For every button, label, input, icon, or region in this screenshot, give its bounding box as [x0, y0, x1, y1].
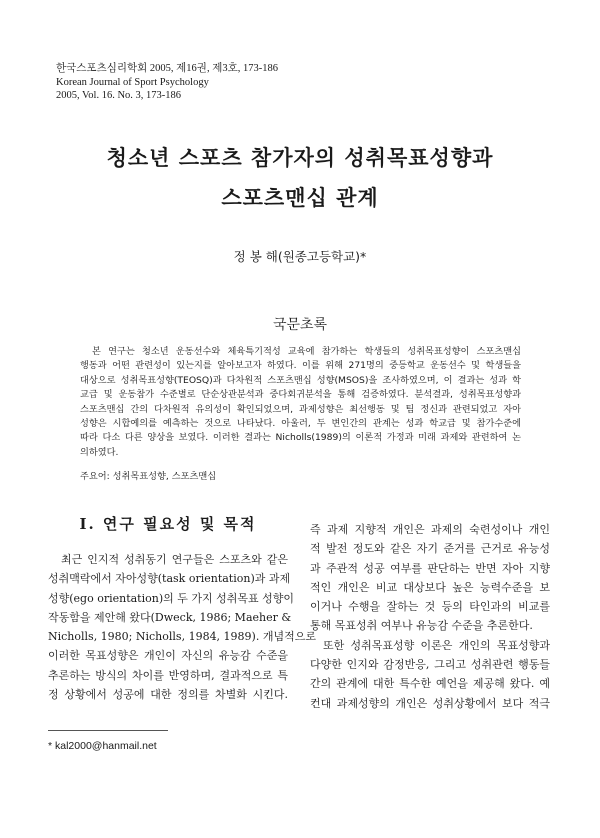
- abstract-line: 본 연구는 청소년 운동선수와 체육특기적성 교육에 참가하는 학생들의 성취목표성향이 스포츠맨십: [92, 346, 521, 357]
- body-line: 성향(ego orientation)의 두 가지 성취목표 성향이: [48, 591, 294, 605]
- body-line: 간의 관계에 대한 특수한 예언을 제공해 왔다. 예: [310, 677, 550, 691]
- author-line: 정 봉 해(원종고등학교)*: [233, 249, 367, 264]
- journal-name-english: Korean Journal of Sport Psychology: [56, 76, 209, 88]
- body-line: 과 주관적 성공 여부를 판단하는 반면 자아 지향: [310, 561, 550, 575]
- body-line: 작동함을 제안해 왔다(Dweck, 1986; Maeher &: [48, 610, 292, 624]
- body-line: 추론하는 방식의 차이를 반영하며, 결과적으로 특: [48, 668, 288, 682]
- footnote-email: * kal2000@hanmail.net: [48, 740, 157, 752]
- abstract-line: 스포츠맨십 간의 다차원적 유의성이 확인되었으며, 과제성향은 최선행동 및 팀 정신과 관련되었고 자아: [80, 403, 521, 415]
- body-line: 최근 인지적 성취동기 연구들은 스포츠와 같은: [61, 553, 288, 566]
- paper-title-line-2: 스포츠맨십 관계: [221, 185, 379, 210]
- body-line: 적인 개인은 비교 대상보다 높은 능력수준을 보: [310, 580, 550, 594]
- abstract-line: 의하였다.: [80, 446, 119, 458]
- journal-citation-english: 2005, Vol. 16. No. 3, 173-186: [56, 90, 182, 101]
- body-line: 이러한 목표성향은 개인이 자신의 유능감 수준을: [48, 649, 288, 663]
- body-line: 통해 목표성취 여부나 유능감 수준을 추론한다.: [310, 619, 533, 633]
- section-heading: Ⅰ. 연구 필요성 및 목적: [79, 515, 257, 533]
- body-line: 정 상황에서 성공에 대한 정의를 차별화 시킨다.: [48, 688, 288, 702]
- paper-title: [0, 138, 600, 218]
- journal-citation-korean: 한국스포츠심리학회 2005, 제16권, 제3호, 173-186: [56, 63, 278, 74]
- body-column-left: [48, 550, 316, 704]
- paper-title-line-1: 청소년 스포츠 참가자의 성취목표성향과: [106, 145, 494, 170]
- abstract-line: 성향은 시합예의를 예측하는 것으로 나타났다. 아울러, 두 변인간의 관계는 성과 학교급 및 참가수준에: [80, 418, 521, 430]
- journal-header: [56, 62, 278, 103]
- abstract-body: [80, 345, 521, 460]
- abstract-line: 교급 및 운동참가 수준별로 단순상관분석과 중다회귀분석을 통해 검증하였다. 분석결과, 성취목표성향과: [80, 389, 521, 401]
- body-column-right: [310, 520, 550, 713]
- abstract-line: 대상으로 성취목표성향(TEOSQ)과 다차원적 스포츠맨십 성향(MSOS)을 조사하였으며, 이 결과는 성과 학: [80, 374, 521, 386]
- body-line: Nicholls, 1980; Nicholls, 1984, 1989). 개념적으로: [48, 630, 316, 644]
- body-line: 컨대 과제성향의 개인은 성취상황에서 보다 적극: [310, 696, 550, 710]
- abstract-line: 행동과 어떤 관련성이 있는지를 알아보고자 하였다. 이를 위해 271명의 중등학교 운동선수 및 학생들을: [80, 360, 521, 372]
- keywords: 주요어: 성취목표성향, 스포츠맨십: [80, 471, 217, 482]
- body-line: 다양한 인지와 감정반응, 그리고 성취관련 행동들: [310, 658, 550, 672]
- footnote-divider: [48, 730, 168, 731]
- body-line: 즉 과제 지향적 개인은 과제의 숙련성이나 개인: [310, 523, 550, 536]
- body-line: 적 발전 정도와 같은 자기 준거를 근거로 유능성: [310, 542, 550, 556]
- body-line: 또한 성취목표성향 이론은 개인의 목표성향과: [323, 638, 550, 652]
- body-line: 이거나 수행을 잘하는 것 등의 타인과의 비교를: [310, 600, 550, 614]
- abstract-heading: 국문초록: [272, 317, 328, 333]
- body-line: 성취맥락에서 자아성향(task orientation)과 과제: [48, 572, 291, 586]
- abstract-line: 따라 다소 다른 양상을 보였다. 이러한 결과는 Nicholls(1989)의 이론적 가정과 미래 과제와 관련하여 논: [80, 432, 521, 444]
